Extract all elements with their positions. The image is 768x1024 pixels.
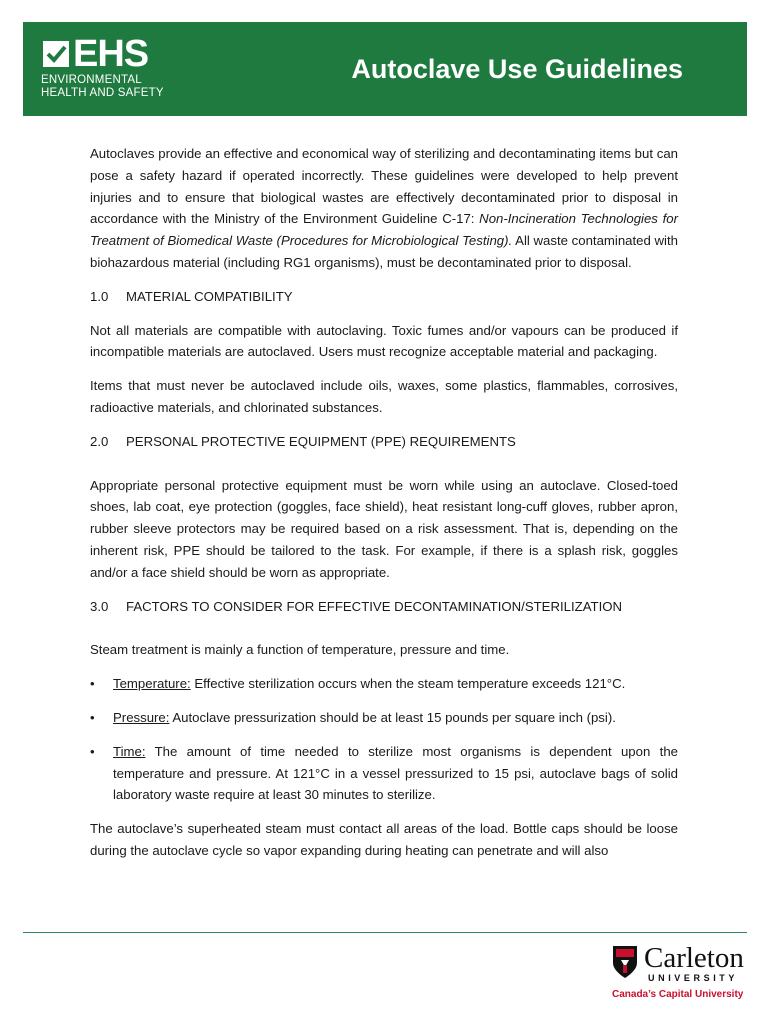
section-2-paragraph-1: Appropriate personal protective equipment must be worn while using an autoclave. Closed-toed shoes, lab coat, eye protection (goggles, face shield), heat resistant long-cuff gloves, rubber apron, rubber sleeve protectors may be required based on a risk assessment. That is, depending on the inherent risk, PPE should be tailored to the task. For example, if there is a splash risk, goggles and/or a face shield should be worn as appropriate. <box>90 477 678 580</box>
section-1-paragraph-1: Not all materials are compatible with autoclaving. Toxic fumes and/or vapours can be produced if incompatible materials are autoclaved. Users must recognize acceptable material and packaging. <box>90 322 678 360</box>
section-number: 1.0 <box>90 288 109 304</box>
page-title: Autoclave Use Guidelines <box>351 54 683 84</box>
ehs-logo <box>41 33 191 106</box>
bullet-time <box>90 741 678 806</box>
intro-text-2: All waste contaminated with biohazardous material (including RG1 organisms), must be decontaminated prior to disposal. <box>90 233 678 270</box>
section-title: MATERIAL COMPATIBILITY <box>126 288 293 304</box>
university-tagline: Canada’s Capital University <box>612 989 744 1000</box>
bullet-text: Effective sterilization occurs when the steam temperature exceeds 121°C. <box>190 676 626 692</box>
logo-word: EHS <box>73 33 149 75</box>
section-1-paragraph-2: Items that must never be autoclaved include oils, waxes, some plastics, flammables, corrosives, radioactive materials, and chlorinated substances. <box>90 378 678 415</box>
intro-paragraph <box>90 143 678 274</box>
section-1-heading <box>90 286 678 308</box>
logo-line1: ENVIRONMENTAL <box>41 74 142 86</box>
bullet-term: Pressure: <box>113 709 170 725</box>
university-name: Carleton <box>644 942 744 974</box>
section-title: FACTORS TO CONSIDER FOR EFFECTIVE DECONTAMINATION/STERILIZATION <box>126 598 623 614</box>
bullet-text: Autoclave pressurization should be at least 15 pounds per square inch (psi). <box>169 709 616 725</box>
bullet-term: Time: <box>113 743 146 759</box>
bullet-dot-icon: • <box>90 743 95 759</box>
footer-divider <box>23 932 747 933</box>
section-number: 2.0 <box>90 433 109 449</box>
section-2-heading <box>90 431 678 453</box>
bullet-dot-icon: • <box>90 709 95 725</box>
section-3-heading <box>90 596 678 618</box>
bullet-temperature <box>90 673 678 695</box>
bullet-term: Temperature: <box>113 676 191 692</box>
intro-text-1: Autoclaves provide an effective and economical way of sterilizing and decontaminating items but can pose a safety hazard if operated incorrectly. These guidelines were developed to help prevent injuries and to ensure that biological wastes are effectively decontaminated prior to disposal in accordance with the Ministry of the Environment Guideline C-17: <box>90 146 678 227</box>
section-number: 3.0 <box>90 598 109 614</box>
bullet-dot-icon: • <box>90 676 95 692</box>
checkmark-box-icon <box>41 39 71 69</box>
intro-guideline-title: Non-Incineration Technologies for Treatment of Biomedical Waste (Procedures for Microbiological Testing). <box>90 211 678 249</box>
carleton-logo <box>612 942 752 1005</box>
section-3-paragraph-1: Steam treatment is mainly a function of temperature, pressure and time. <box>90 642 510 658</box>
university-word: UNIVERSITY <box>648 973 739 983</box>
header-banner <box>23 22 747 116</box>
section-3-paragraph-2: The autoclave’s superheated steam must contact all areas of the load. Bottle caps should be loose during the autoclave cycle so vapor expanding during heating can penetrate and will also <box>90 821 678 858</box>
document-body <box>90 143 678 874</box>
bullet-pressure <box>90 707 678 729</box>
logo-line2: HEALTH AND SAFETY <box>41 87 164 99</box>
university-crest-icon <box>612 945 638 979</box>
section-title: PERSONAL PROTECTIVE EQUIPMENT (PPE) REQUIREMENTS <box>126 433 516 449</box>
bullet-text: The amount of time needed to sterilize most organisms is dependent upon the temperature and pressure. At 121°C in a vessel pressurized to 15 psi, autoclave bags of solid laboratory waste require at least 30 minutes to sterilize. <box>113 743 678 803</box>
